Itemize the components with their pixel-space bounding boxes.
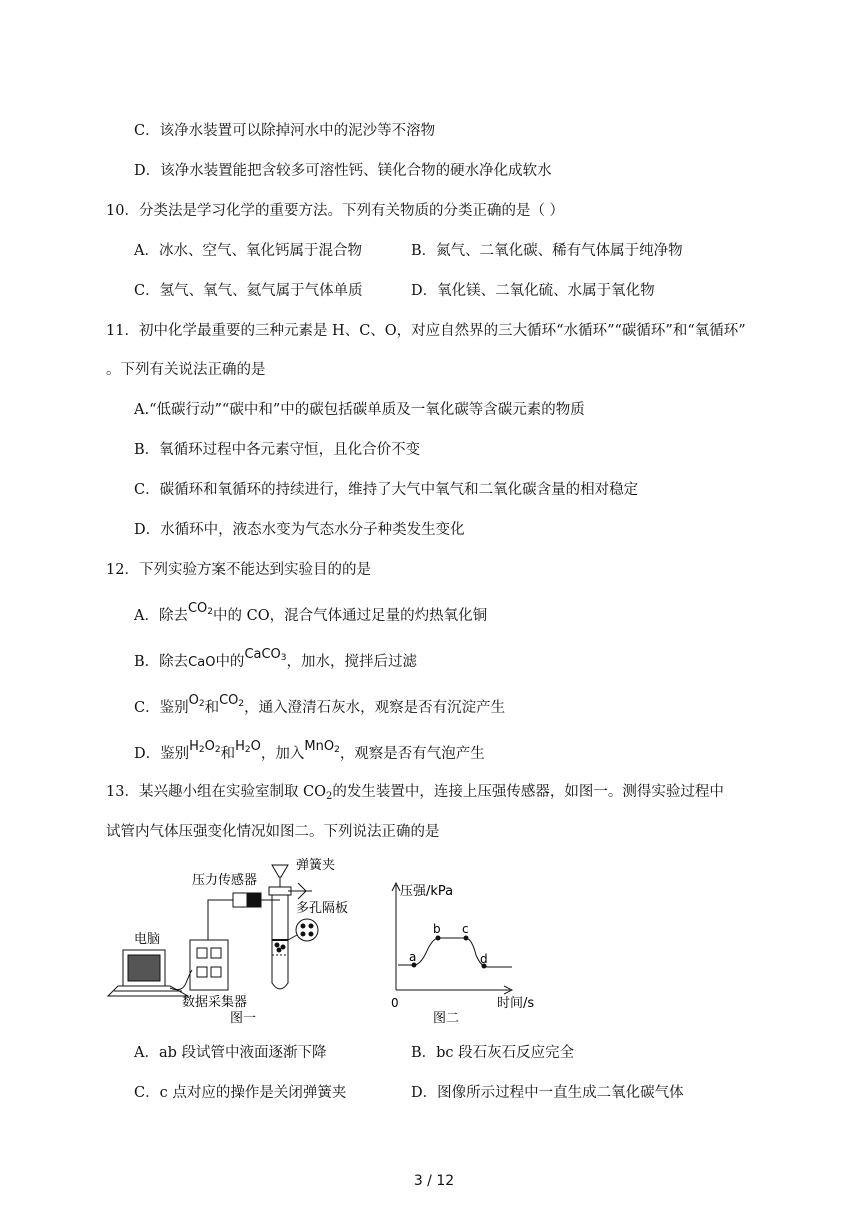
figure2-label-a: a (409, 950, 417, 964)
q13-stem-part1: 13．某兴趣小组在实验室制取 CO (106, 784, 327, 800)
q11-option-d: D．水循环中，液态水变为气态水分子种类发生变化 (134, 522, 465, 538)
q10-option-c: C．氢气、氧气、氦气属于气体单质 (134, 283, 363, 299)
figure2-label-b: b (433, 922, 441, 936)
q12-option-b-suffix: ，加水，搅拌后过滤 (286, 654, 418, 670)
figure2-caption: 图二 (433, 1011, 460, 1026)
q11-option-c: C．碳循环和氧循环的持续进行，维持了大气中氧气和二氧化碳含量的相对稳定 (134, 482, 639, 498)
q12-option-a-suffix: 中的 CO，混合气体通过足量的灼热氧化铜 (213, 608, 488, 624)
q10-stem: 10．分类法是学习化学的重要方法。下列有关物质的分类正确的是（ ） (106, 203, 565, 219)
q13-figure (100, 855, 535, 1035)
q9-option-c: C．该净水装置可以除掉河水中的泥沙等不溶物 (134, 123, 436, 139)
figure1-label-porous-plate: 多孔隔板 (296, 901, 349, 916)
q11-stem-line2: 。下列有关说法正确的是 (106, 362, 266, 378)
q12-option-b (134, 647, 418, 676)
formula-h2o2: $H_2O_2$ (189, 739, 221, 755)
q12-option-d-mid: 和 (220, 746, 236, 762)
q12-option-b-mid: 中的 (215, 654, 245, 670)
q10-option-a: A．冰水、空气、氧化钙属于混合物 (134, 243, 362, 259)
formula-mno2: MnO$_2$ (304, 739, 340, 755)
q13-option-c: C．c 点对应的操作是关闭弹簧夹 (134, 1085, 347, 1101)
q12-option-d-suffix2: ，观察是否有气泡产生 (339, 746, 485, 762)
q12-option-c-prefix: C．鉴别 (134, 700, 189, 716)
funnel-icon (272, 865, 288, 877)
figure2-label-d: d (480, 952, 488, 966)
q10-option-d: D．氧化镁、二氧化硫、水属于氧化物 (411, 283, 655, 299)
q9-option-d: D．该净水装置能把含较多可溶性钙、镁化合物的硬水净化成软水 (134, 163, 552, 179)
formula-co2-b: $CO_2$ (219, 693, 245, 709)
figure2-origin: 0 (391, 996, 399, 1010)
figure1-label-spring-clamp: 弹簧夹 (296, 858, 336, 873)
figure1-label-collector: 数据采集器 (182, 995, 248, 1010)
formula-cao: CaO (188, 655, 216, 670)
data-collector-icon (190, 940, 228, 990)
q12-option-a (134, 601, 488, 630)
q11-option-a: A.“低碳行动”“碳中和”中的碳包括碳单质及一氧化碳等含碳元素的物质 (134, 402, 585, 418)
q10-option-b: B．氮气、二氧化碳、稀有气体属于纯净物 (411, 243, 683, 259)
figure2-pressure-graph (392, 883, 512, 994)
porous-plate-detail-icon (296, 919, 318, 941)
q12-option-d-prefix: D．鉴别 (134, 746, 190, 762)
q13-co2-subscript: 2 (326, 791, 333, 802)
graph-point-b (436, 936, 440, 940)
q12-option-c-mid: 和 (204, 700, 220, 716)
q12-option-d-suffix1: ，加入 (260, 746, 305, 762)
figure1-label-computer: 电脑 (134, 932, 161, 947)
figure1-caption: 图一 (230, 1011, 257, 1026)
q11-option-b: B．氧循环过程中各元素守恒，且化合价不变 (134, 442, 421, 458)
q12-option-b-prefix: B．除去 (134, 654, 189, 670)
formula-caco3: CaCO$_3$ (244, 647, 287, 663)
graph-point-c (464, 936, 468, 940)
formula-o2: $O_2$ (188, 693, 205, 709)
q12-option-c (134, 693, 506, 722)
figure1-label-pressure-sensor: 压力传感器 (192, 873, 258, 888)
q12-option-a-prefix: A．除去 (134, 608, 188, 624)
q13-stem-line2: 试管内气体压强变化情况如图二。下列说法正确的是 (106, 824, 440, 840)
formula-h2o: $H_2O$ (235, 739, 261, 755)
q13-stem-line1 (106, 782, 724, 807)
q13-option-d: D．图像所示过程中一直生成二氧化碳气体 (411, 1085, 684, 1101)
q11-stem-line1: 11．初中化学最重要的三种元素是 H、C、O，对应自然界的三大循环“水循环”“碳循环”和“氧循环” (106, 323, 746, 339)
q12-stem: 12．下列实验方案不能达到实验目的的是 (106, 562, 371, 578)
q13-option-b: B．bc 段石灰石反应完全 (411, 1045, 575, 1061)
formula-co2: $CO_2$ (187, 601, 214, 617)
q13-option-a: A．ab 段试管中液面逐渐下降 (134, 1045, 327, 1061)
q12-option-d (134, 739, 485, 768)
figure2-xlabel: 时间/s (497, 996, 535, 1011)
page-number: 3 / 12 (413, 1173, 455, 1189)
figure2-ylabel: 压强/kPa (400, 884, 454, 899)
q12-option-c-suffix: ，通入澄清石灰水，观察是否有沉淀产生 (244, 700, 506, 716)
figure2-label-c: c (462, 922, 469, 936)
q13-stem-part2: 的发生装置中，连接上压强传感器，如图一。测得实验过程中 (332, 784, 724, 800)
